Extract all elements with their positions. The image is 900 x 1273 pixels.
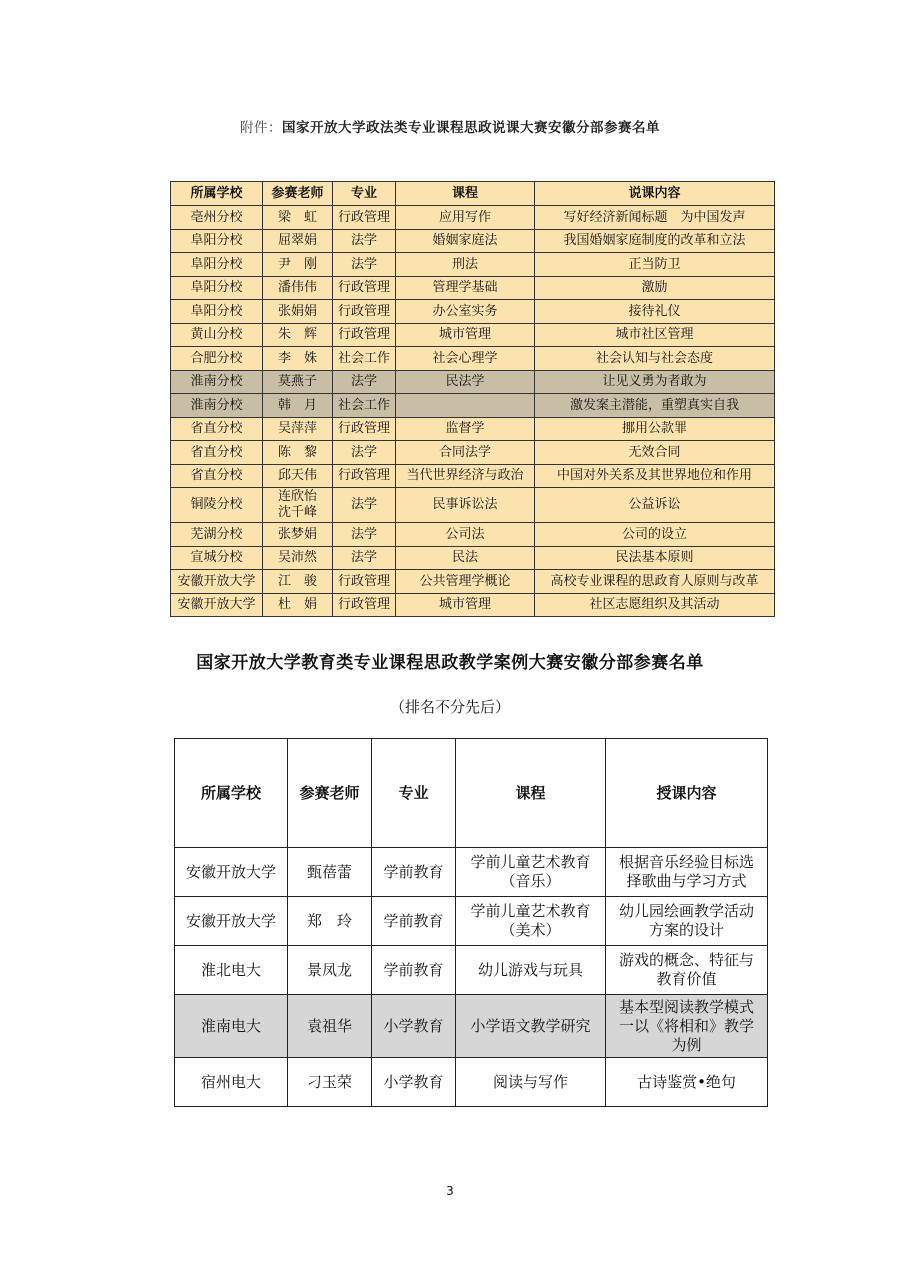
- table-row: [175, 897, 768, 946]
- cell-major: 社会工作: [333, 347, 396, 371]
- table-row: [175, 1058, 768, 1107]
- cell-course: 幼儿游戏与玩具: [456, 946, 606, 995]
- cell-school: 宿州电大: [175, 1058, 288, 1107]
- cell-teacher: 吴萍萍: [263, 417, 333, 441]
- table-row: [171, 464, 775, 488]
- cell-school: 铜陵分校: [171, 488, 263, 523]
- cell-major: 学前教育: [372, 848, 456, 897]
- table-row: [175, 995, 768, 1058]
- cell-school: 宣城分校: [171, 546, 263, 570]
- cell-major: 法学: [333, 229, 396, 253]
- cell-course: [396, 394, 535, 418]
- education-competition-table: [174, 738, 768, 1107]
- cell-content: 让见义勇为者敢为: [535, 370, 775, 394]
- cell-course: 办公室实务: [396, 300, 535, 324]
- cell-major: 法学: [333, 441, 396, 465]
- attachment-prefix: 附件：: [240, 120, 282, 136]
- section-subtitle: （排名不分先后）: [389, 698, 510, 716]
- cell-teacher: 袁祖华: [288, 995, 372, 1058]
- cell-teacher: 韩 月: [263, 394, 333, 418]
- cell-content: 挪用公款罪: [535, 417, 775, 441]
- table-row: [171, 253, 775, 277]
- cell-school: 阜阳分校: [171, 300, 263, 324]
- table-header-row: [175, 739, 768, 848]
- table-row: [171, 370, 775, 394]
- cell-school: 阜阳分校: [171, 276, 263, 300]
- cell-teacher: 张梦娟: [263, 523, 333, 547]
- cell-teacher: 潘伟伟: [263, 276, 333, 300]
- cell-major: 法学: [333, 370, 396, 394]
- section-title: 国家开放大学教育类专业课程思政教学案例大赛安徽分部参赛名单: [196, 653, 704, 673]
- table-row: [171, 523, 775, 547]
- cell-course: 当代世界经济与政治: [396, 464, 535, 488]
- cell-major: 行政管理: [333, 300, 396, 324]
- table-header-row: [171, 182, 775, 206]
- cell-content: 无效合同: [535, 441, 775, 465]
- cell-school: 省直分校: [171, 441, 263, 465]
- cell-school: 黄山分校: [171, 323, 263, 347]
- cell-school: 省直分校: [171, 417, 263, 441]
- cell-content: 古诗鉴赏•绝句: [606, 1058, 768, 1107]
- cell-course: 公司法: [396, 523, 535, 547]
- cell-school: 芜湖分校: [171, 523, 263, 547]
- cell-teacher: 陈 黎: [263, 441, 333, 465]
- cell-course: 城市管理: [396, 593, 535, 617]
- law-competition-table: [170, 181, 775, 617]
- cell-major: 行政管理: [333, 323, 396, 347]
- header-teacher: 参赛老师: [288, 739, 372, 848]
- cell-course: 民事诉讼法: [396, 488, 535, 523]
- cell-school: 合肥分校: [171, 347, 263, 371]
- cell-course: 学前儿童艺术教育 （音乐）: [456, 848, 606, 897]
- cell-content: 公司的设立: [535, 523, 775, 547]
- cell-teacher: 刁玉荣: [288, 1058, 372, 1107]
- cell-content: 社会认知与社会态度: [535, 347, 775, 371]
- cell-course: 应用写作: [396, 206, 535, 230]
- cell-major: 学前教育: [372, 946, 456, 995]
- attachment-title: [0, 116, 900, 136]
- cell-school: 淮南分校: [171, 370, 263, 394]
- cell-content: 激励: [535, 276, 775, 300]
- table-row: [171, 206, 775, 230]
- cell-course: 社会心理学: [396, 347, 535, 371]
- cell-teacher: 梁 虹: [263, 206, 333, 230]
- cell-major: 小学教育: [372, 1058, 456, 1107]
- cell-major: 行政管理: [333, 570, 396, 594]
- header-course: 课程: [396, 182, 535, 206]
- cell-course: 监督学: [396, 417, 535, 441]
- cell-content: 民法基本原则: [535, 546, 775, 570]
- cell-teacher: 郑 玲: [288, 897, 372, 946]
- cell-teacher: 甄蓓蕾: [288, 848, 372, 897]
- header-content: 说课内容: [535, 182, 775, 206]
- cell-teacher: 李 姝: [263, 347, 333, 371]
- cell-content: 我国婚姻家庭制度的改革和立法: [535, 229, 775, 253]
- table-row: [171, 570, 775, 594]
- cell-teacher: 景凤龙: [288, 946, 372, 995]
- cell-major: 行政管理: [333, 464, 396, 488]
- cell-course: 民法: [396, 546, 535, 570]
- cell-major: 行政管理: [333, 206, 396, 230]
- header-teacher: 参赛老师: [263, 182, 333, 206]
- cell-major: 法学: [333, 546, 396, 570]
- table-row: [171, 276, 775, 300]
- table-row: [175, 946, 768, 995]
- cell-school: 安徽开放大学: [171, 570, 263, 594]
- header-course: 课程: [456, 739, 606, 848]
- cell-teacher: 屈翠娟: [263, 229, 333, 253]
- cell-course: 刑法: [396, 253, 535, 277]
- cell-teacher: 吴沛然: [263, 546, 333, 570]
- cell-course: 阅读与写作: [456, 1058, 606, 1107]
- cell-content: 社区志愿组织及其活动: [535, 593, 775, 617]
- cell-major: 行政管理: [333, 276, 396, 300]
- cell-course: 公共管理学概论: [396, 570, 535, 594]
- cell-content: 激发案主潜能，重塑真实自我: [535, 394, 775, 418]
- cell-content: 公益诉讼: [535, 488, 775, 523]
- cell-teacher: 邱天伟: [263, 464, 333, 488]
- table-row: [171, 229, 775, 253]
- cell-teacher: 连欣怡 沈千峰: [263, 488, 333, 523]
- table-row: [171, 593, 775, 617]
- attachment-title-text: 国家开放大学政法类专业课程思政说课大赛安徽分部参赛名单: [282, 120, 660, 136]
- page-number: 3: [446, 1184, 454, 1198]
- cell-content: 城市社区管理: [535, 323, 775, 347]
- table-row: [171, 488, 775, 523]
- cell-teacher: 莫燕子: [263, 370, 333, 394]
- cell-major: 法学: [333, 253, 396, 277]
- cell-teacher: 张娟娟: [263, 300, 333, 324]
- cell-school: 安徽开放大学: [171, 593, 263, 617]
- cell-school: 安徽开放大学: [175, 848, 288, 897]
- cell-content: 高校专业课程的思政育人原则与改革: [535, 570, 775, 594]
- table-row: [171, 417, 775, 441]
- cell-content: 接待礼仪: [535, 300, 775, 324]
- cell-major: 学前教育: [372, 897, 456, 946]
- cell-content: 基本型阅读教学模式 一以《将相和》教学 为例: [606, 995, 768, 1058]
- cell-school: 淮南分校: [171, 394, 263, 418]
- cell-school: 淮北电大: [175, 946, 288, 995]
- cell-school: 淮南电大: [175, 995, 288, 1058]
- cell-content: 写好经济新闻标题 为中国发声: [535, 206, 775, 230]
- header-school: 所属学校: [175, 739, 288, 848]
- header-content: 授课内容: [606, 739, 768, 848]
- cell-major: 行政管理: [333, 593, 396, 617]
- cell-course: 合同法学: [396, 441, 535, 465]
- cell-school: 省直分校: [171, 464, 263, 488]
- cell-content: 幼儿园绘画教学活动 方案的设计: [606, 897, 768, 946]
- cell-course: 婚姻家庭法: [396, 229, 535, 253]
- cell-teacher: 杜 娟: [263, 593, 333, 617]
- cell-content: 正当防卫: [535, 253, 775, 277]
- cell-course: 民法学: [396, 370, 535, 394]
- cell-school: 阜阳分校: [171, 253, 263, 277]
- table-row: [171, 347, 775, 371]
- table-row: [171, 300, 775, 324]
- table-row: [171, 441, 775, 465]
- cell-course: 学前儿童艺术教育 （美术）: [456, 897, 606, 946]
- cell-course: 管理学基础: [396, 276, 535, 300]
- cell-major: 社会工作: [333, 394, 396, 418]
- cell-teacher: 朱 辉: [263, 323, 333, 347]
- table-row: [171, 323, 775, 347]
- cell-teacher: 尹 刚: [263, 253, 333, 277]
- cell-major: 行政管理: [333, 417, 396, 441]
- cell-major: 小学教育: [372, 995, 456, 1058]
- cell-content: 中国对外关系及其世界地位和作用: [535, 464, 775, 488]
- table-row: [175, 848, 768, 897]
- header-major: 专业: [333, 182, 396, 206]
- cell-content: 根据音乐经验目标选 择歌曲与学习方式: [606, 848, 768, 897]
- cell-school: 阜阳分校: [171, 229, 263, 253]
- cell-major: 法学: [333, 488, 396, 523]
- cell-major: 法学: [333, 523, 396, 547]
- cell-course: 城市管理: [396, 323, 535, 347]
- table-row: [171, 394, 775, 418]
- cell-school: 亳州分校: [171, 206, 263, 230]
- table-row: [171, 546, 775, 570]
- cell-school: 安徽开放大学: [175, 897, 288, 946]
- header-major: 专业: [372, 739, 456, 848]
- header-school: 所属学校: [171, 182, 263, 206]
- cell-content: 游戏的概念、特征与 教育价值: [606, 946, 768, 995]
- cell-course: 小学语文教学研究: [456, 995, 606, 1058]
- cell-teacher: 江 骏: [263, 570, 333, 594]
